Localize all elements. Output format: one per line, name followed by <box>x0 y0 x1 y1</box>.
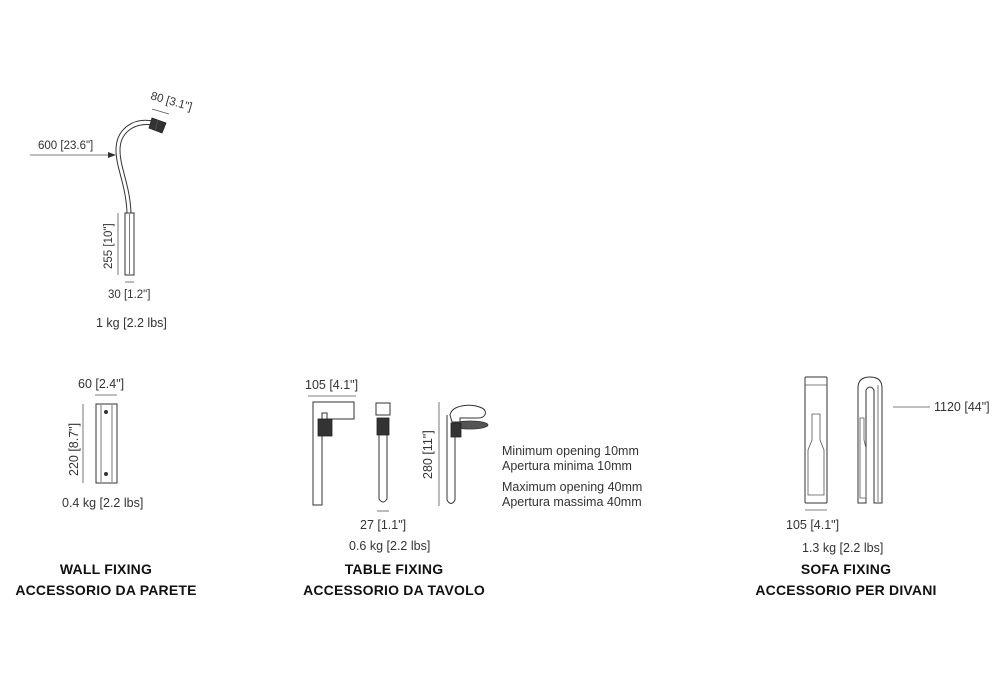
sofa-fixing-side-view <box>858 377 882 503</box>
wall-fixing-screw-bottom <box>104 472 108 476</box>
table-fixing-drawing <box>303 378 642 598</box>
wall-fixing-plate <box>96 404 117 483</box>
sofa-fixing-height-dim: 1120 [44"] <box>934 400 990 414</box>
lamp-weight: 1 kg [2.2 lbs] <box>96 316 167 330</box>
wall-fixing-height-dim: 220 [8.7"] <box>67 422 81 476</box>
table-fixing-title-it: ACCESSORIO DA TAVOLO <box>303 582 485 598</box>
wall-fixing-width-dim: 60 [2.4"] <box>78 377 125 391</box>
table-fixing-depth-dim: 27 [1.1"] <box>360 518 407 532</box>
lamp-width-dim: 30 [1.2"] <box>108 289 151 301</box>
wall-fixing-title-en: WALL FIXING <box>59 561 153 577</box>
lamp-height-dim: 255 [10"] <box>103 223 115 269</box>
table-fixing-height-dim: 280 [11"] <box>421 430 435 479</box>
sofa-fixing-title-en: SOFA FIXING <box>800 561 892 577</box>
table-fixing-side-tube <box>379 435 387 502</box>
table-fixing-note-max-en: Maximum opening 40mm <box>502 480 643 494</box>
table-fixing-width-dim: 105 [4.1"] <box>305 378 359 392</box>
sofa-fixing-width-dim: 105 [4.1"] <box>786 518 840 532</box>
lamp-head-dim-line <box>152 109 169 114</box>
lamp-head <box>149 118 166 133</box>
table-fixing-note-max-it: Apertura massima 40mm <box>502 495 642 509</box>
table-fixing-perspective-knob <box>451 423 461 437</box>
table-fixing-side-knob <box>377 418 389 435</box>
lamp-gooseneck-inner <box>120 125 153 213</box>
table-fixing-weight: 0.6 kg [2.2 lbs] <box>349 539 431 553</box>
sofa-fixing-title-it: ACCESSORIO PER DIVANI <box>755 582 937 598</box>
table-fixing-note-min-en: Minimum opening 10mm <box>502 444 639 458</box>
table-fixing-front-knob <box>318 419 332 436</box>
lamp-head-dim: 80 [3.1"] <box>149 90 194 114</box>
wall-fixing-title-it: ACCESSORIO DA PARETE <box>15 582 197 598</box>
table-fixing-front-view <box>313 402 354 505</box>
sofa-fixing-drawing <box>755 377 989 598</box>
lamp-length-arrowhead <box>108 152 116 158</box>
wall-fixing-weight: 0.4 kg [2.2 lbs] <box>62 496 144 510</box>
table-fixing-side-cap <box>376 403 390 415</box>
table-fixing-title-en: TABLE FIXING <box>344 561 444 577</box>
lamp-length-dim: 600 [23.6"] <box>38 140 94 152</box>
lamp-drawing <box>30 90 193 330</box>
lamp-gooseneck <box>116 120 153 213</box>
table-fixing-perspective-arm <box>450 405 485 422</box>
table-fixing-note-min-it: Apertura minima 10mm <box>502 459 632 473</box>
sofa-fixing-weight: 1.3 kg [2.2 lbs] <box>802 541 884 555</box>
wall-fixing-drawing <box>15 377 196 598</box>
wall-fixing-screw-top <box>104 410 108 414</box>
